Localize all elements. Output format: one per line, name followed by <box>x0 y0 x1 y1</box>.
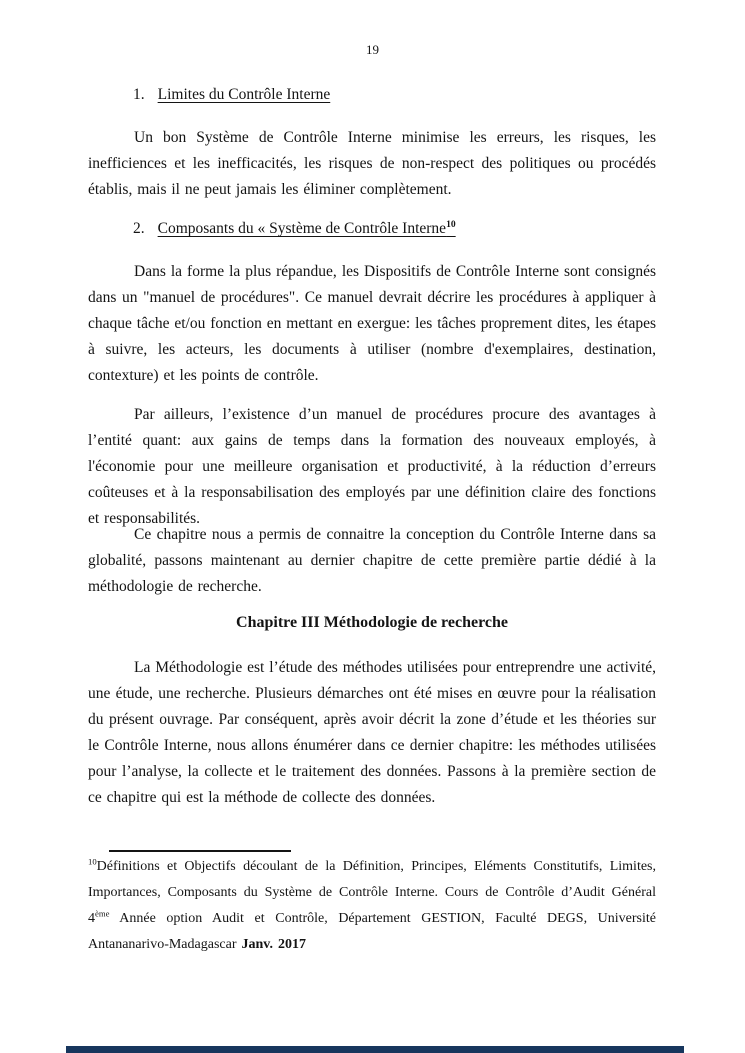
heading-limites-controle-interne <box>133 82 656 108</box>
paragraph-limites: Un bon Système de Contrôle Interne minimise les erreurs, les risques, les inefficiences et les inefficacités, les risques de non-respect des politiques ou procédés établis, mais il ne peut jamais les éliminer complètement. <box>88 129 656 198</box>
footnote-separator-rule <box>109 850 291 852</box>
paragraph-manuel-procedures: Dans la forme la plus répandue, les Dispositifs de Contrôle Interne sont consignés dans un "manuel de procédures". Ce manuel devrait décrire les procédures à appliquer à chaque tâche et/ou fonction en mettant en exergue: les tâches proprement dites, les étapes à suivre, les acteurs, les documents à utiliser (nombre d'exemplaires, destination, contexture) et les points de contrôle. <box>88 263 656 384</box>
paragraph-avantages-manuel: Par ailleurs, l’existence d’un manuel de procédures procure des avantages à l’entité quant: aux gains de temps dans la formation des nouveaux employés, à l'économie pour une meilleure organisation et productivité, à la réduction d’erreurs coûteuses et à la responsabilisation des employés par une définition claire des fonctions et responsabilités. <box>88 406 656 527</box>
footnote-reference-mark: 10 <box>446 218 456 230</box>
ordinal-superscript: ème <box>95 908 110 919</box>
footnote-date: Janv. 2017 <box>241 937 306 952</box>
heading-title: Composants du « Système de Contrôle Interne$^{10}$ <box>157 218 456 237</box>
paragraph-methodologie: La Méthodologie est l’étude des méthodes utilisées pour entreprendre une activité, une étude, une recherche. Plusieurs démarches ont été mises en œuvre pour la réalisation du présent ouvrage. Par conséquent, après avoir décrit la zone d’étude et les théories sur le Contrôle Interne, nous allons énumérer dans ce dernier chapitre: les méthodes utilisées pour l’analyse, la collecte et le traitement des données. Passons à la première section de ce chapitre qui est la méthode de collecte des données. <box>88 659 656 806</box>
heading-number: 2. <box>133 220 145 237</box>
heading-title: Limites du Contrôle Interne <box>157 86 331 103</box>
chapter-heading: Chapitre III Méthodologie de recherche <box>236 614 508 631</box>
paragraph-transition-chapitre: Ce chapitre nous a permis de connaitre la conception du Contrôle Interne dans sa globalité, passons maintenant au dernier chapitre de cette première partie dédié à la méthodologie de recherche. <box>88 526 656 595</box>
heading-number: 1. <box>133 86 145 103</box>
footnote-marker: 10 <box>88 856 97 867</box>
footnote-text: $^{10}$Définitions et Objectifs découlant de la Définition, Principes, Eléments Constitutifs, Limites, Importances, Composants du Système de Contrôle Interne. Cours de Contrôle d’Audit Général 4ème Année option Audit et Contrôle, Département GESTION, Faculté DEGS, Université Antananarivo-Madagascar Janv. 2017 <box>88 856 656 952</box>
page-number: 19 <box>366 42 379 57</box>
heading-composants-systeme <box>133 216 656 242</box>
footer-bar <box>66 1046 684 1053</box>
